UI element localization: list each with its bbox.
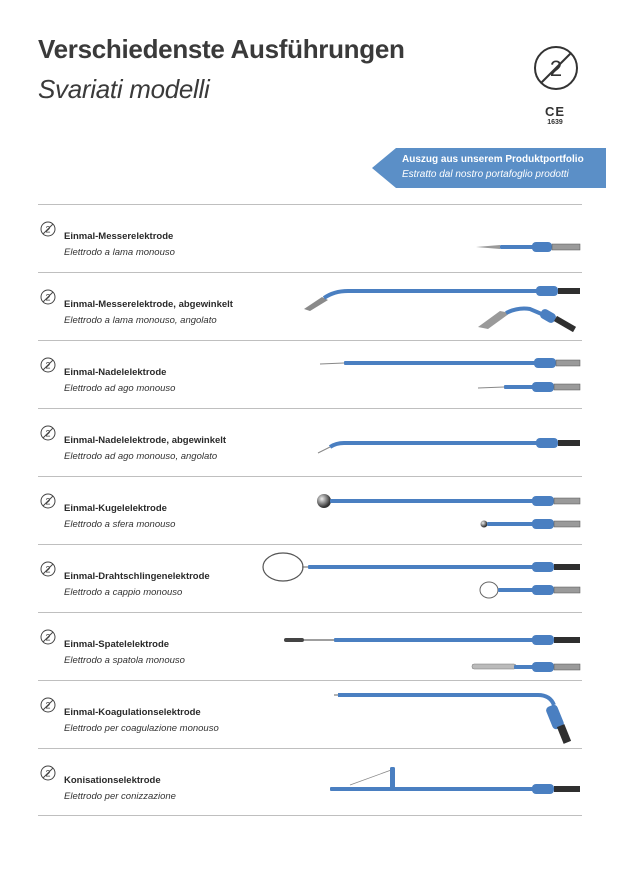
product-row bbox=[38, 272, 582, 340]
coagulation-electrode-image bbox=[238, 681, 582, 749]
angled-blade-electrode-image bbox=[238, 273, 582, 341]
svg-text:2: 2 bbox=[45, 224, 51, 235]
single-use-icon bbox=[40, 697, 56, 713]
ce-number: 1639 bbox=[547, 119, 563, 126]
single-use-icon bbox=[40, 629, 56, 645]
product-name: Einmal-Messerelektrode, abgewinkelt bbox=[64, 299, 233, 310]
product-row bbox=[38, 680, 582, 748]
single-use-icon bbox=[40, 357, 56, 373]
conization-electrode-image bbox=[238, 749, 582, 817]
ce-mark bbox=[540, 104, 570, 127]
page-title: Verschiedenste Ausführungen bbox=[38, 34, 405, 64]
product-row bbox=[38, 204, 582, 272]
product-subtitle: Elettrodo a spatola monouso bbox=[64, 655, 185, 666]
single-use-icon bbox=[40, 493, 56, 509]
spatula-electrode-image bbox=[238, 613, 582, 681]
banner-line-it: Estratto dal nostro portafoglio prodotti bbox=[402, 169, 569, 180]
blade-electrode-image bbox=[238, 205, 582, 273]
ball-electrode-image bbox=[238, 477, 582, 545]
product-subtitle: Elettrodo ad ago monouso, angolato bbox=[64, 451, 218, 462]
single-use-icon bbox=[40, 425, 56, 441]
single-use-icon bbox=[40, 221, 56, 237]
product-name: Einmal-Drahtschlingenelektrode bbox=[64, 571, 210, 582]
product-subtitle: Elettrodo per conizzazione bbox=[64, 791, 176, 802]
svg-text:2: 2 bbox=[45, 632, 51, 643]
product-name: Einmal-Kugelelektrode bbox=[64, 503, 167, 514]
svg-text:2: 2 bbox=[45, 700, 51, 711]
page-subtitle: Svariati modelli bbox=[38, 74, 210, 104]
product-name: Einmal-Nadelelektrode, abgewinkelt bbox=[64, 435, 227, 446]
wire-loop-electrode-image bbox=[238, 545, 582, 613]
product-subtitle: Elettrodo ad ago monouso bbox=[64, 383, 176, 394]
angled-needle-electrode-image bbox=[238, 409, 582, 477]
svg-text:2: 2 bbox=[45, 564, 51, 575]
product-row bbox=[38, 476, 582, 544]
needle-electrode-image bbox=[238, 341, 582, 409]
svg-text:2: 2 bbox=[549, 56, 563, 81]
ce-label: CE bbox=[544, 104, 566, 119]
product-row bbox=[38, 748, 582, 816]
product-row bbox=[38, 612, 582, 680]
product-row bbox=[38, 408, 582, 476]
product-name: Konisationselektrode bbox=[64, 775, 161, 786]
single-use-icon bbox=[40, 289, 56, 305]
product-subtitle: Elettrodo a sfera monouso bbox=[64, 519, 176, 530]
product-subtitle: Elettrodo per coagulazione monouso bbox=[64, 723, 219, 734]
product-name: Einmal-Messerelektrode bbox=[64, 231, 174, 242]
svg-text:2: 2 bbox=[45, 360, 51, 371]
banner-line-de: Auszug aus unserem Produktportfolio bbox=[402, 154, 584, 165]
svg-text:2: 2 bbox=[45, 496, 51, 507]
svg-text:2: 2 bbox=[45, 768, 51, 779]
single-use-icon bbox=[40, 561, 56, 577]
svg-text:2: 2 bbox=[45, 292, 51, 303]
do-not-reuse-icon bbox=[532, 44, 580, 92]
portfolio-banner bbox=[372, 148, 606, 188]
single-use-icon bbox=[40, 765, 56, 781]
product-subtitle: Elettrodo a lama monouso, angolato bbox=[64, 315, 217, 326]
product-subtitle: Elettrodo a lama monouso bbox=[64, 247, 175, 258]
product-subtitle: Elettrodo a cappio monouso bbox=[64, 587, 183, 598]
svg-text:2: 2 bbox=[45, 428, 51, 439]
product-row bbox=[38, 544, 582, 612]
product-name: Einmal-Spatelelektrode bbox=[64, 639, 170, 650]
product-name: Einmal-Nadelelektrode bbox=[64, 367, 167, 378]
product-list bbox=[38, 204, 582, 816]
product-name: Einmal-Koagulationselektrode bbox=[64, 707, 201, 718]
product-row bbox=[38, 340, 582, 408]
